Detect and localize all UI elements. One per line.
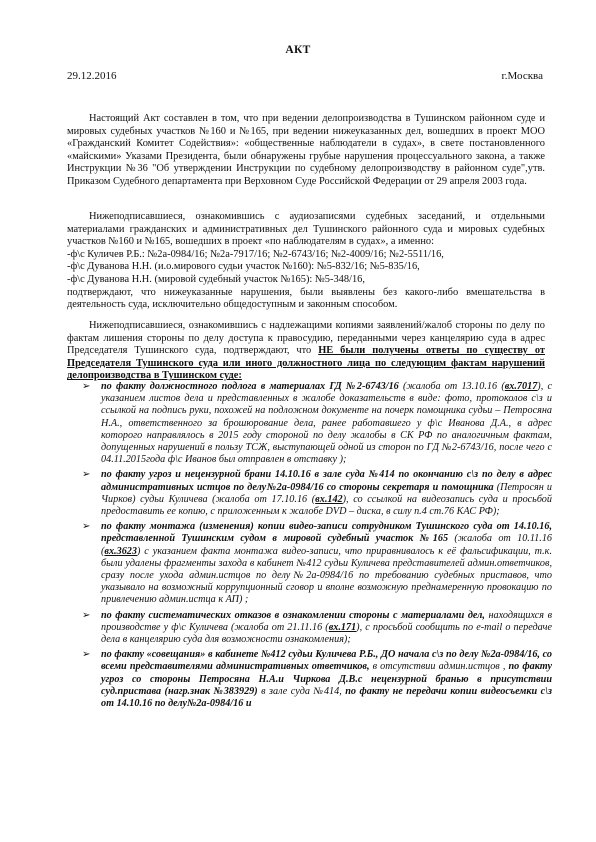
arrow-bullet-icon: ➢ — [82, 469, 91, 481]
findings-intro: Нижеподписавшиеся, ознакомившись с надлежащими копиями заявлений/жалоб стороны по делу по фактам лишения стороны по делу доступа к правосудию, переданными через канцелярию суда в адрес Председателя Тушинского суда, подтверждают, что — [67, 320, 545, 357]
item-text: ) с указанием факта монтажа видео-записи, что приравнивалось к её фальсификации, т.к. были удалены фрагменты захода в кабинет №412 судьи Куличева представителей админ.ответчиков, сразу после ухода админ.истцов по делу№2а-0984/16 по требованию судебных приставов, что указывало на возможный коррупционный сговор и вполне возможную преднамеренную провокацию по привлечению админ.истца к АП) ; — [101, 545, 552, 606]
arrow-bullet-icon: ➢ — [82, 521, 91, 533]
item-text: (жалоба от 10.11.16 ( — [101, 533, 553, 557]
arrow-bullet-icon: ➢ — [82, 649, 91, 661]
list-item — [82, 610, 552, 647]
item-text: в зале суда №414, — [257, 685, 346, 697]
item-reference: вх.171 — [328, 621, 357, 633]
item-text: (Петросян и Чирков) судьи Куличева (жалоба от 17.10.16 ( — [101, 481, 552, 505]
findings-emphasis: НЕ были получены ответы по существу от Председателя Тушинского суда или иного должностного лица по следующим фактам нарушений делопроизводства в Тушинском суде: — [67, 345, 545, 382]
document-city: г.Москва — [501, 70, 543, 82]
item-text: ), с указанием листов дела и представленных в жалобе доказательств в виде: фото, протоколов с\з и ссылкой на подпись руки, похожей на подложном документе на почерк помощника судьи – Петросяна Н.А., ответственного за брошюрование дела, ранее работавшего у ф\с Иванова Д.А., в адрес которого направлялось в 2015 году стороной по делу жалобы в СК РФ по аналогичным фактам, допущенных нарушений в пользу ТСЖ, выступающей одной из сторон по ГД №2-6743/16, после чего с 04.11.2015года ф\с Иванов был отправлен в отставку ); — [101, 381, 552, 466]
confirm-text: подтверждают, что нижеуказанные нарушения, были выявлены без какого-либо вмешательства в деятельность суда, исключительно общедоступным и законным способом. — [67, 286, 545, 311]
arrow-bullet-icon: ➢ — [82, 381, 91, 392]
findings-paragraph — [67, 320, 545, 383]
item-reference: вх.3623 — [104, 545, 137, 557]
document-date: 29.12.2016 — [67, 70, 117, 82]
item-bold-text: по факту угроз и нецензурной брани 14.10.16 в зале суда №414 по окончанию с\з по делу в адрес административных истцов по делу№2а-0984/16 со стороны секретаря и помощника — [101, 469, 552, 493]
item-bold-text: по факту «совещания» в кабинете №412 судьи Куличева Р.Б., ДО начала с\з по делу №2а-0984/16, со всеми представителями административных ответчиков, — [101, 649, 552, 673]
item-reference: вх.7017 — [504, 381, 538, 392]
list-item — [82, 469, 552, 518]
arrow-bullet-icon: ➢ — [82, 609, 91, 621]
item-bold-text: по факту угроз со стороны Петросяна Н.А.и Чиркова Д.В.с нецензурной бранью в присутствии суд.пристава (нагр.знак №383929) — [101, 661, 552, 697]
item-text: ), с просьбой сообщить по e-mail о передаче дела в канцелярию суда для возможности ознакомления); — [101, 621, 552, 646]
item-bold-text: по факту не передачи копии видеосъемки с\з от 14.10.16 по делу№2а-0984/16 и — [101, 685, 552, 710]
item-text: ), со ссылкой на видеозапись суда и просьбой предоставить ее копию, с приложенным к жалобе DVD – диска, в силу п.4 ст.76 КАС РФ); — [101, 493, 552, 518]
case-line: -ф\с Куличев Р.Б.: №2а-0984/16; №2а-7917/16; №2-6743/16; №2-4009/16; №2-5511/16, — [67, 248, 444, 260]
list-item — [82, 381, 552, 466]
list-item — [82, 649, 552, 710]
item-bold-text: по факту систематических отказов в ознакомлении стороны с материалами дел, — [101, 609, 485, 621]
violations-list — [82, 381, 552, 713]
case-line: -ф\с Дуванова Н.Н. (и.о.мирового судьи участок №160): №5-832/16; №5-835/16, — [67, 261, 420, 273]
item-text: находящихся в производстве у ф\с Куличева (жалоба от 21.11.16 ( — [101, 609, 552, 633]
item-text: (жалоба от 13.10.16 ( — [398, 381, 505, 392]
item-bold-text: по факту монтажа (изменения) копии видео-записи сотрудником Тушинского суда от 14.10.16, представленной Тушинским судом в мировой судебный участок №165 — [101, 521, 552, 545]
intro-paragraph: Настоящий Акт составлен в том, что при ведении делопроизводства в Тушинском районном суде и мировых судебных участков №160 и №165, при ведении нижеуказанных дел, вошедших в проект МОО «Гражданский Комитет Содействия»: «общественные наблюдатели в судах», в свете постановленного «майскими» Указами Президента, были обнаружены грубые нарушения процессуального закона, а также Инструкции №36 "Об утверждении Инструкции по судебному делопроизводству в районном суде",утв. Приказом Судебного департамента при Верховном Суде Российской Федерации от 29 апреля 2003 года. — [67, 113, 545, 187]
case-line: -ф\с Дуванова Н.Н. (мировой судебный участок №165): №5-348/16, — [67, 273, 365, 285]
item-text: в отсутствии админ.истцов , — [369, 661, 509, 673]
list-item — [82, 521, 552, 606]
item-reference: вх.142 — [315, 493, 343, 505]
item-bold-text: по факту должностного подлога в материалах ГД №2-6743/16 — [101, 381, 399, 392]
signers-paragraph — [67, 211, 545, 312]
signers-intro: Нижеподписавшиеся, ознакомившись с аудиозаписями судебных заседаний, и отдельными материалами гражданских и административных дел Тушинского районного суда и мировых судебных участков №160 и №165, вошедших в проект «по наблюдателям в судах», а именно: — [67, 211, 545, 248]
document-title: АКТ — [285, 44, 311, 56]
